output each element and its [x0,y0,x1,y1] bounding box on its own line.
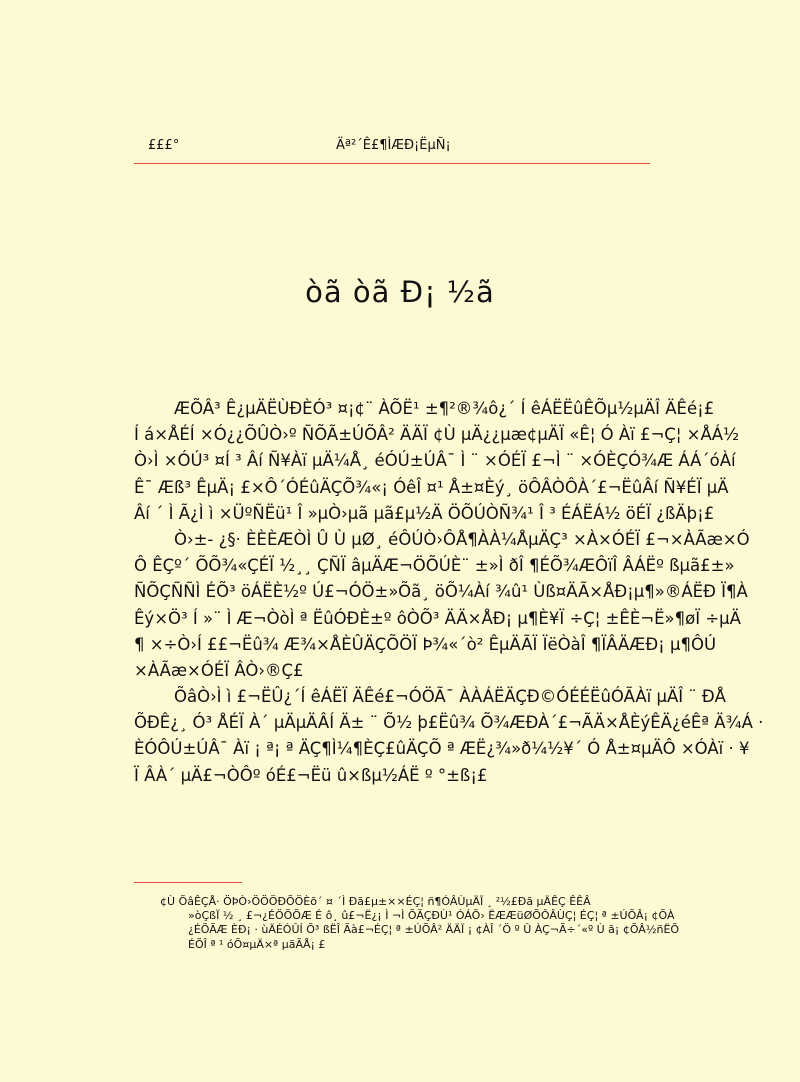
text-line: ÕâÒ›Ì ì £¬ËÛ¿´Í êÁËÏ ÄÊé£¬ÓÖÃ¯ ÀÀÁËÄÇÐ©ÓÉÉËûÓÃÀï µÄÎ ¨ ÐÅ [174,687,726,707]
footnote-text: ÕâÊÇÅ· ÖÞÒ›ÖÖÖÐÕÖÈõ´ ¤ ´Ì Ðã£µ±××ÉÇ¦ ñ¶ÓÂÙµÄÏ ¸ ²½£Ðã µÄÊÇ ÊÊÂ [178,895,591,908]
text-line: Âí ´ Ì Ã¿Ì ì ×ÜºÑËü¹ Î »µÒ›µã µã£µ½Ä ÖÕÚÒÑ¾¹ Î ³ ÉÁËÁ½ öÉÏ ¿ßÄþ¡£ [134,503,715,523]
text-line: ÑÕÇÑÑÌ ÉÕ³ öÁËÈ½º Ú£¬ÓÖ±»Õã¸ öÕ¼Àí ¾û¹ Ùß¤ÄÃ×ÅÐ¡µ¶»®ÁËÐ Ï¶À [134,582,748,602]
footnote-line: ¿ÉÕÃÆ ÈÐ¡ · ùÄÉÓÛÍ Õ³ ßËÎ Ãà£¬ÉÇ¦ ª ±ÚÕÂ² ÄÄÏ ¡ ¢ÀÎ ´Ö º Û ÀÇ¬Ã÷´«º Ù ã¡ ¢ÕÂ½ñËÕ [188,923,680,937]
text-line: ÆÕÂ³ Ê¿µÄËÙÐÈÓ³ ¤¡¢¨ ÀÕË¹ ±¶²®¾ô¿´ Í êÁËËûÊÕµ½µÄÎ ÄÊé¡£ [174,399,715,418]
text-line: ÈÓÔÚ±ÚÂ¯ Àï ¡ ª¡ ª ÄÇ¶Ì¼¶ÈÇ£ûÄÇÕ ª ÆË¿¾»ð¼½¥´ Ó Å±¤µÄÔ ×ÓÀï · ¥ [134,739,750,759]
text-line: Ò›Ì ×ÓÚ³ ¤Í ³ Âí Ñ¥Àï µÄ¼Å¸ éÓÚ±ÚÂ¯ Ì ¨ ×ÓÉÏ £¬Ì ¨ ×ÓÈÇÓ¾Æ ÁÁ´óÀí [134,451,736,471]
text-line: ×ÀÃæ×ÓÉÏ ÂÒ›®Ç£ [134,660,304,680]
running-title: Äª²´Ê£¶ÌÆÐ¡ËµÑ¡ [336,138,451,153]
text-line: Ê¯ Æß³ ÊµÄ¡ £×Ô´ÓÉûÄÇÕ¾«¡ ÓêÎ ¤¹ Å±¤Èý¸ öÔÂÒÔÀ´£¬ËûÂí Ñ¥ÉÏ µÄ [134,477,729,497]
footnote-marker: ¢Ù [160,895,176,908]
text-line: Í á×ÅÉÍ ×Ó¿¿ÕÛÒ›º ÑÕÃ±ÚÕÂ² ÄÄÏ ¢Ù µÄ¿¿µæ¢µÄÏ «Ê¦ Ó Àï £¬Ç¦ ×ÅÁ½ [134,425,740,445]
page-number: £££° [148,138,180,153]
text-line: ÕÐÊ¿¸ Ó³ ÅÉÏ À´ µÄµÄÂÍ Ä± ¨ Õ½ þ£Ëû¾ Õ¾ÆÐÀ´£¬ÃÄ×ÅÈýÊÄ¿éÊª Ä¾Á · [134,713,764,733]
text-line: ¶ ×÷Ò›Í ££¬Ëû¾ Æ¾×ÅÈÛÄÇÕÖÏ Þ¾«´ò² ÊµÄÃÏ ÏëÒàÎ ¶ÏÂÄÆÐ¡ µ¶ÔÚ [134,634,717,654]
footnote-line: ÉÕÎ ª ¹ óÕ¤µÄ×ª µãÃÅ¡ £ [188,937,326,951]
running-header [134,132,650,162]
text-line: Ï ÂÀ´ µÄ£¬ÒÔº óÉ£¬Ëü û×ßµ½ÁË º °±ß¡£ [134,765,488,785]
footnote-rule [134,882,242,883]
text-line: Êý×Ö³ Í »¨ Ì Æ¬ÒòÌ ª ËûÓÐÈ±º ôÒÕ³ ÄÄ×ÅÐ¡ µ¶È¥Ï ÷Ç¦ ±ÊÈ¬Ë»¶øÏ ÷µÄ [134,608,741,628]
chapter-title: òã òã Ð¡ ½ã [305,275,495,309]
footnote-line: »òÇßÏ ½ ¸ £¬¿ÉÖÕÕÆ É ô¸ û£¬Ë¿¡ Ì ¬Ì ÕÃÇÐÙ¹ ÓÁÕ› ËÆÆüØÕÔÂÙÇ¦ ÉÇ¦ ª ±ÚÕÂ¡ ¢ÕÀ [188,909,675,923]
header-rule [134,163,650,164]
text-line: Ò›±- ¿§· ÈÈÈÆÒÌ Û Ù µØ¸ éÔÚÒ›ÔÅ¶ÀÀ¼ÅµÄÇ³ ×À×ÓÉÏ £¬×ÀÃæ×Ó [174,529,750,549]
footnote-line [160,895,680,909]
body-text [134,396,764,789]
footnote [160,895,680,952]
text-line: Ô ÊÇº´ ÕÕ¾«ÇÉÏ ½¸¸ ÇÑÏ âµÄÆ¬ÖÕÚÈ¨ ±»Ì ðÎ ¶ÉÕ¾ÆÔïÎ ÂÁËº ßµã£±» [134,556,735,576]
